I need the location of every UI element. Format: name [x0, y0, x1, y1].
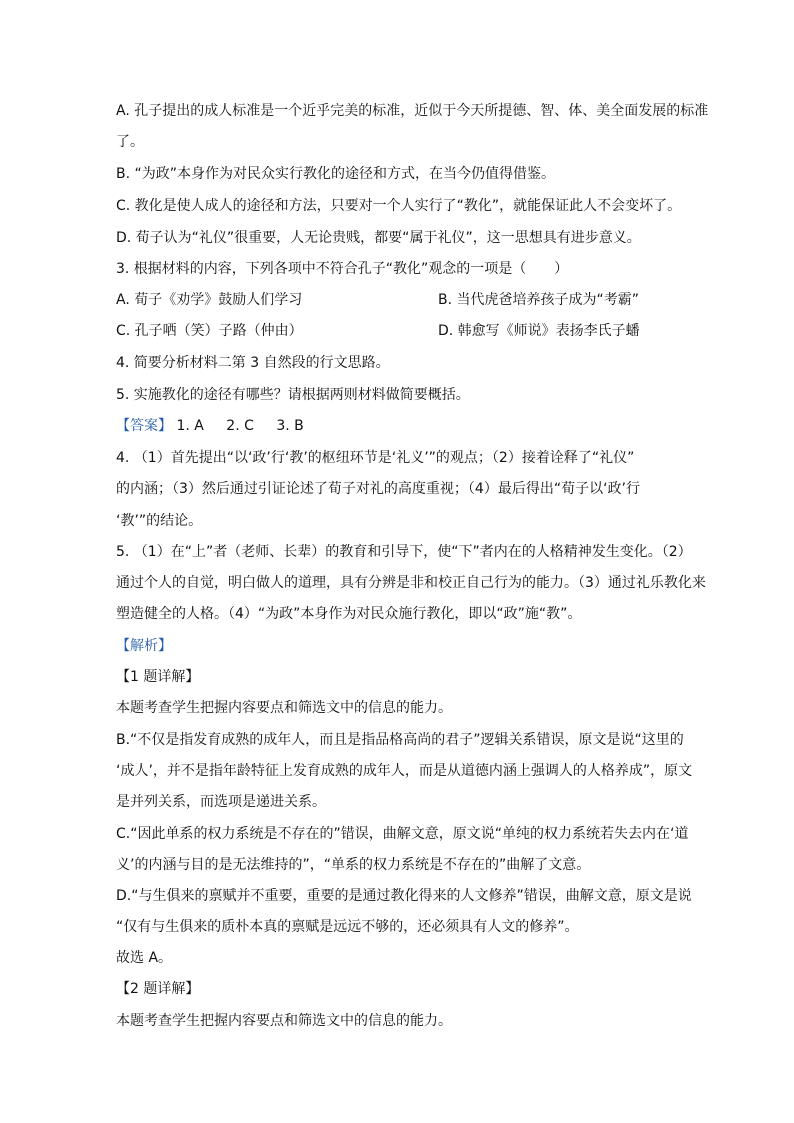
q1-detail-b-line-2: ‘成人’，并不是指年龄特征上发育成熟的成年人，而是从道德内涵上强调人的人格养成”，原文 [116, 763, 693, 779]
answer-5-line-3: 塑造健全的人格。（4）“为政”本身作为对民众施行教化，即以“政”施“教”。 [116, 606, 582, 622]
question-3: 3. 根据材料的内容，下列各项中不符合孔子“教化”观念的一项是（ ） [116, 261, 569, 277]
q1-detail-b-line-3: 是并列关系，而选项是递进关系。 [116, 794, 326, 810]
q2-detail-intro: 本题考查学生把握内容要点和筛选文中的信息的能力。 [116, 1013, 452, 1029]
answer-1: 1. A [176, 418, 204, 434]
answer-3: 3. B [276, 418, 304, 434]
q2-detail-heading: 【2 题详解】 [116, 981, 200, 997]
answer-5-line-2: 通过个人的自觉，明白做人的道理，具有分辨是非和校正自己行为的能力。（3）通过礼乐教化来 [116, 575, 706, 591]
q3-option-d: D. 韩愈写《师说》表扬李氏子蟠 [438, 323, 640, 339]
q1-detail-c-line-1: C.“因此单系的权力系统是不存在的”错误，曲解文意，原文说“单纯的权力系统若失去内在‘道 [116, 826, 689, 842]
answer-5-line-1: 5. （1）在“上”者（老师、长辈）的教育和引导下，使“下”者内在的人格精神发生变化。（2） [116, 544, 692, 560]
q3-option-a: A. 荀子《劝学》鼓励人们学习 [116, 292, 303, 308]
q1-detail-b-line-1: B.“不仅是指发育成熟的成年人，而且是指品格高尚的君子”逻辑关系错误，原文是说“这里的 [116, 732, 684, 748]
option-a-line-1: A. 孔子提出的成人标准是一个近乎完美的标准，近似于今天所提德、智、体、美全面发展的标准 [116, 103, 709, 119]
answer-tag: 【答案】 [116, 418, 172, 434]
question-4: 4. 简要分析材料二第 3 自然段的行文思路。 [116, 355, 390, 371]
q3-option-c: C. 孔子哂（笑）子路（仲由） [116, 323, 303, 339]
q1-conclusion: 故选 A。 [116, 950, 173, 966]
option-d: D. 荀子认为“礼仪”很重要，人无论贵贱，都要“属于礼仪”，这一思想具有进步意义。 [116, 230, 641, 246]
q1-detail-intro: 本题考查学生把握内容要点和筛选文中的信息的能力。 [116, 700, 452, 716]
q1-detail-heading: 【1 题详解】 [116, 669, 200, 685]
answer-row [116, 416, 706, 436]
option-a-line-2: 了。 [116, 134, 144, 150]
answer-2: 2. C [226, 418, 254, 434]
answer-4-line-2: 的内涵；（3）然后通过引证论述了荀子对礼的高度重视；（4）最后得出“荀子以‘政’行 [116, 481, 640, 497]
option-b: B. “为政”本身作为对民众实行教化的途径和方式，在当今仍值得借鉴。 [116, 166, 556, 182]
answer-4-line-1: 4. （1）首先提出“以‘政’行‘教’的枢纽环节是‘礼义’”的观点；（2）接着诠释了“礼仪” [116, 450, 635, 466]
q3-option-b: B. 当代虎爸培养孩子成为“考霸” [438, 292, 640, 308]
answer-4-line-3: ‘教’”的结论。 [116, 513, 203, 529]
question-5: 5. 实施教化的途径有哪些？请根据两则材料做简要概括。 [116, 387, 470, 403]
q1-detail-d-line-1: D.“与生俱来的禀赋并不重要，重要的是通过教化得来的人文修养”错误，曲解文意，原文是说 [116, 888, 692, 904]
q1-detail-c-line-2: 义’的内涵与目的是无法维持的”，“单系的权力系统是不存在的”曲解了文意。 [116, 857, 591, 873]
q1-detail-d-line-2: “仅有与生俱来的质朴本真的禀赋是远远不够的，还必须具有人文的修养”。 [116, 919, 579, 935]
analysis-heading: 【解析】 [116, 638, 172, 654]
option-c: C. 教化是使人成人的途径和方法，只要对一个人实行了“教化”，就能保证此人不会变坏了。 [116, 198, 682, 214]
